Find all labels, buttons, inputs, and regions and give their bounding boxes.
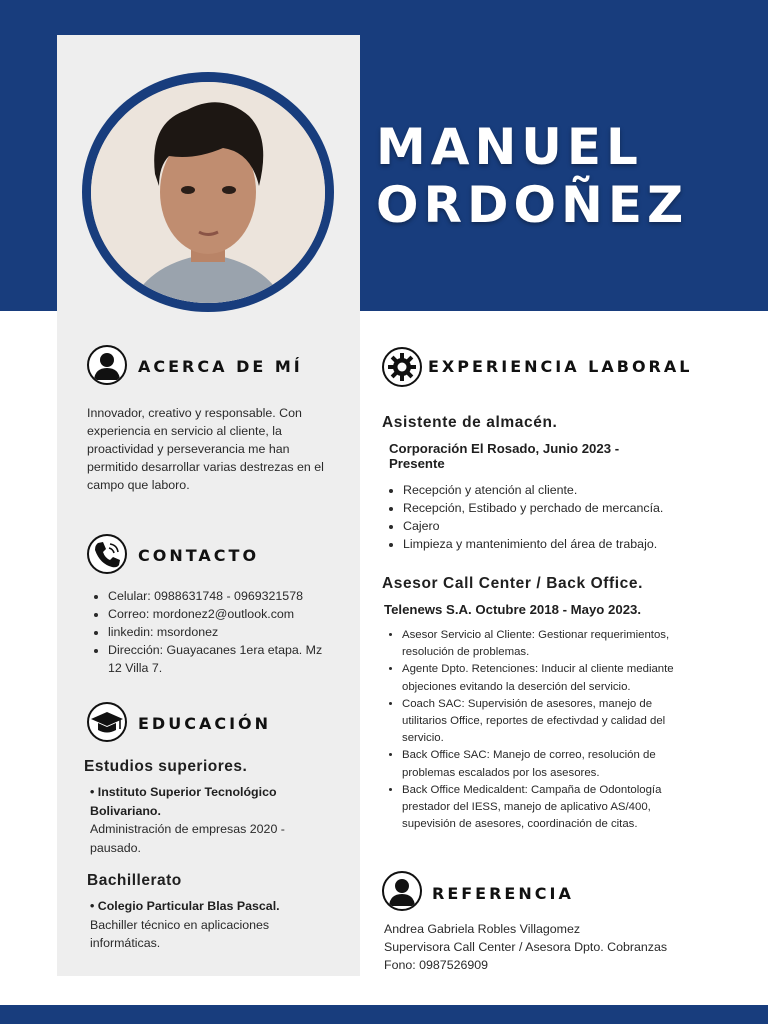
job-task: • Agente Dpto. Retenciones: Inducir al cliente mediante objeciones evitando la deserción del servicio. — [402, 661, 693, 695]
contact-address: • Dirección: Guayacanes 1era etapa. Mz 12 Villa 7. — [108, 641, 339, 677]
job-task: • Back Office Medicaldent: Campaña de Odontología prestador del IESS, manejo de aplicativo AS/400, supevisión de asesores, coordinación de citas. — [402, 782, 693, 834]
person-icon — [382, 871, 422, 911]
footer-band — [0, 1005, 768, 1024]
person-icon — [87, 345, 127, 385]
reference-title: REFERENCIA — [432, 884, 574, 903]
higher-education-entry — [90, 783, 320, 857]
school-entry — [90, 897, 320, 953]
job-task: • Coach SAC: Supervisión de asesores, manejo de utilitarios Office, reportes de efectivdad y calidad del servicio. — [402, 696, 693, 748]
job-title: Asistente de almacén. — [382, 414, 558, 431]
reference-name: Andrea Gabriela Robles Villagomez — [384, 922, 581, 936]
job-task: • Limpieza y mantenimiento del área de trabajo. — [403, 535, 712, 553]
job-task: • Recepción, Estibado y perchado de mercancía. — [403, 499, 712, 517]
about-text: Innovador, creativo y responsable. Con experiencia en servicio al cliente, la proactividad y perseverancia me han permitido desarrollar varias destrezas en el campo que laboro. — [87, 406, 324, 492]
graduation-cap-icon — [87, 702, 127, 742]
last-name: ORDOÑEZ — [376, 176, 689, 234]
first-name: MANUEL — [376, 118, 643, 176]
school-detail: Bachiller técnico en aplicaciones informáticas. — [90, 917, 270, 950]
reference-phone: Fono: 0987526909 — [384, 958, 489, 972]
reference-block — [384, 920, 714, 974]
gear-icon — [382, 347, 422, 387]
job-task: • Recepción y atención al cliente. — [403, 481, 712, 499]
job-task-list — [381, 627, 693, 833]
experience-title: EXPERIENCIA LABORAL — [428, 357, 693, 376]
profile-photo — [91, 82, 325, 303]
job-company: Corporación El Rosado, Junio 2023 - Presente — [389, 441, 620, 471]
contact-linkedin[interactable]: • linkedin: msordonez — [108, 623, 339, 641]
job-task: • Back Office SAC: Manejo de correo, resolución de problemas escalados por los asesores. — [402, 747, 693, 781]
contact-title: CONTACTO — [138, 546, 260, 565]
school-heading: Bachillerato — [87, 872, 182, 889]
school-institution: • Colegio Particular Blas Pascal. — [90, 899, 280, 913]
about-title: ACERCA DE MÍ — [138, 357, 303, 376]
job-company: Telenews S.A. Octubre 2018 - Mayo 2023. — [384, 602, 642, 617]
education-title: EDUCACIÓN — [138, 714, 272, 733]
job-task-list — [382, 481, 712, 553]
candidate-name — [376, 118, 688, 234]
contact-phone: • Celular: 0988631748 - 0969321578 — [108, 587, 339, 605]
contact-email[interactable]: • Correo: mordonez2@outlook.com — [108, 605, 339, 623]
higher-education-heading: Estudios superiores. — [84, 758, 248, 775]
job-title: Asesor Call Center / Back Office. — [382, 575, 644, 592]
higher-education-detail: Administración de empresas 2020 - pausado. — [90, 822, 285, 855]
phone-icon — [87, 534, 127, 574]
reference-role: Supervisora Call Center / Asesora Dpto. Cobranzas — [384, 940, 668, 954]
job-task: • Asesor Servicio al Cliente: Gestionar requerimientos, resolución de problemas. — [402, 627, 693, 661]
job-task: • Cajero — [403, 517, 712, 535]
portrait-illustration — [91, 82, 325, 303]
higher-education-institution: • Instituto Superior Tecnológico Bolivariano. — [90, 785, 277, 818]
contact-list — [87, 587, 339, 677]
